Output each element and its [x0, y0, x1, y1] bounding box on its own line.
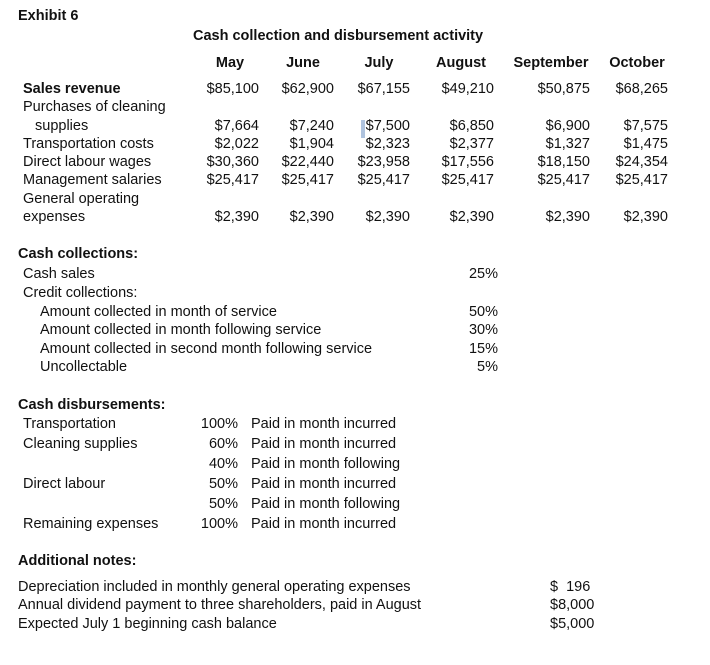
- table-cell: $50,875: [537, 81, 590, 97]
- table-cell: $2,377: [449, 136, 494, 152]
- note-value: $8,000: [550, 597, 595, 613]
- row-label: supplies: [35, 118, 89, 134]
- table-cell: $22,440: [281, 154, 334, 170]
- row-label: Sales revenue: [23, 81, 121, 97]
- table-cell: $24,354: [615, 154, 668, 170]
- table-cell: $18,150: [537, 154, 590, 170]
- row-label: Purchases of cleaning: [23, 99, 166, 115]
- item-text: Paid in month incurred: [251, 436, 397, 452]
- table-cell: $30,360: [206, 154, 259, 170]
- row-label: Direct labour wages: [23, 154, 152, 170]
- item-label: Direct labour: [23, 476, 106, 492]
- table-cell: $25,417: [357, 172, 410, 188]
- table-cell: $2,323: [365, 136, 410, 152]
- table-cell: $7,575: [623, 118, 668, 134]
- month-header: September: [513, 55, 589, 71]
- item-label: Amount collected in month of service: [40, 304, 277, 320]
- table-cell: $2,022: [214, 136, 259, 152]
- table-cell: $25,417: [537, 172, 590, 188]
- row-label: expenses: [23, 209, 86, 225]
- item-pct: 100%: [200, 516, 238, 532]
- item-label: Transportation: [23, 416, 116, 432]
- note-label: Expected July 1 beginning cash balance: [18, 616, 277, 632]
- table-cell: $1,904: [289, 136, 334, 152]
- table-cell: $1,327: [545, 136, 590, 152]
- item-label: Cash sales: [23, 266, 95, 282]
- month-header: October: [609, 55, 665, 71]
- item-value: 50%: [468, 304, 498, 320]
- item-value: 30%: [468, 322, 498, 338]
- table-cell: $6,850: [449, 118, 494, 134]
- item-label: Amount collected in month following service: [40, 322, 322, 338]
- item-label: Uncollectable: [40, 359, 128, 375]
- table-cell: $7,240: [289, 118, 334, 134]
- table-cell: $2,390: [289, 209, 334, 225]
- note-label: Depreciation included in monthly general operating expenses: [18, 579, 411, 595]
- section-heading: Cash collections:: [18, 246, 139, 262]
- table-cell: $17,556: [441, 154, 494, 170]
- table-cell: $2,390: [623, 209, 668, 225]
- table-cell: $6,900: [545, 118, 590, 134]
- table-cell: $25,417: [281, 172, 334, 188]
- section-heading: Additional notes:: [18, 553, 137, 569]
- table-cell: $25,417: [615, 172, 668, 188]
- table-cell: $1,475: [623, 136, 668, 152]
- table-cell: $62,900: [281, 81, 334, 97]
- note-label: Annual dividend payment to three shareholders, paid in August: [18, 597, 422, 613]
- table-cell: $25,417: [441, 172, 494, 188]
- table-cell: $2,390: [365, 209, 410, 225]
- item-text: Paid in month following: [251, 456, 401, 472]
- item-value: 5%: [477, 359, 498, 375]
- item-text: Paid in month incurred: [251, 516, 397, 532]
- table-cell: $7,664: [214, 118, 259, 134]
- item-pct: 40%: [208, 456, 238, 472]
- exhibit-title: Exhibit 6: [18, 8, 79, 24]
- item-text: Paid in month following: [251, 496, 401, 512]
- table-title: Cash collection and disbursement activity: [193, 28, 484, 44]
- row-label: Transportation costs: [23, 136, 154, 152]
- item-value: 25%: [468, 266, 498, 282]
- table-cell: $2,390: [449, 209, 494, 225]
- month-header: June: [286, 55, 320, 71]
- table-cell: $85,100: [206, 81, 259, 97]
- table-cell: $7,500: [365, 118, 410, 134]
- item-pct: 50%: [208, 496, 238, 512]
- row-label: Management salaries: [23, 172, 162, 188]
- table-cell: $25,417: [206, 172, 259, 188]
- table-cell: $2,390: [545, 209, 590, 225]
- table-cell: $67,155: [357, 81, 410, 97]
- item-text: Paid in month incurred: [251, 476, 397, 492]
- section-heading: Cash disbursements:: [18, 397, 166, 413]
- note-value: $ 196: [550, 579, 591, 595]
- item-text: Paid in month incurred: [251, 416, 397, 432]
- item-label: Credit collections:: [23, 285, 138, 301]
- row-label: General operating: [23, 191, 140, 207]
- table-cell: $68,265: [615, 81, 668, 97]
- item-pct: 50%: [208, 476, 238, 492]
- item-pct: 100%: [200, 416, 238, 432]
- table-cell: $23,958: [357, 154, 410, 170]
- note-value: $5,000: [550, 616, 595, 632]
- month-header: August: [436, 55, 486, 71]
- item-label: Remaining expenses: [23, 516, 159, 532]
- month-header: May: [215, 55, 245, 71]
- table-cell: $49,210: [441, 81, 494, 97]
- month-header: July: [364, 55, 394, 71]
- item-value: 15%: [468, 341, 498, 357]
- item-label: Cleaning supplies: [23, 436, 138, 452]
- table-cell: $2,390: [214, 209, 259, 225]
- item-pct: 60%: [208, 436, 238, 452]
- item-label: Amount collected in second month following service: [40, 341, 373, 357]
